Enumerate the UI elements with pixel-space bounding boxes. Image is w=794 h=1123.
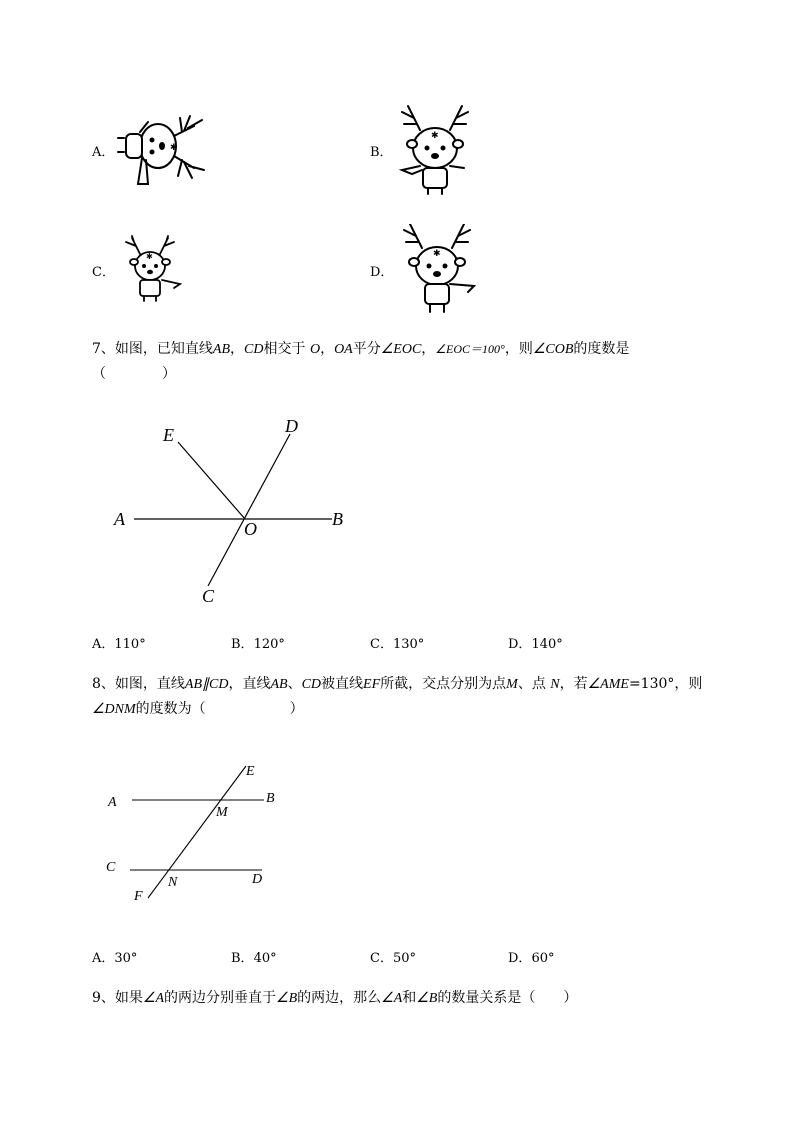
q9-angle-b: ∠B — [416, 991, 438, 1006]
q8-answer-b[interactable]: B．40° — [231, 951, 277, 966]
q7-answer-a[interactable]: A．110° — [92, 637, 146, 652]
q7-text: ， — [421, 341, 436, 357]
svg-text:✱: ✱ — [146, 252, 153, 261]
q8-text: 的度数为（ ） — [135, 701, 304, 717]
q7-answer-c[interactable]: C．130° — [370, 637, 425, 652]
q7-cd: CD — [244, 342, 264, 357]
q8-answer-c[interactable]: C．50° — [370, 951, 416, 966]
deer-icon-small — [116, 234, 184, 304]
q8-text: 被直线 — [321, 676, 364, 692]
q8-ef: EF — [363, 677, 381, 692]
deer-icon-rotated — [112, 108, 208, 192]
q7-oa: OA — [334, 342, 353, 357]
label-n: N — [168, 875, 178, 890]
q7-text: 7、如图，已知直线 — [92, 341, 213, 357]
q6-option-d-label: D． — [370, 265, 394, 280]
q9-text: 的两边分别垂直于 — [164, 990, 277, 1006]
ray-oe — [178, 442, 245, 519]
q7-answer-paren: （ ） — [92, 366, 176, 382]
q7-stem — [92, 337, 629, 362]
q8-stem-line1 — [92, 672, 702, 697]
q8-angle-ame: ∠AME — [587, 677, 629, 692]
q8-text: 所截，交点分别为点 — [380, 676, 507, 692]
label-e: E — [246, 764, 255, 779]
label-f: F — [134, 889, 143, 904]
q7-text: ， — [230, 341, 245, 357]
q6-option-a-label: A． — [92, 145, 115, 160]
q7-text: ， — [320, 341, 335, 357]
q7-angle-cob: ∠COB — [532, 342, 574, 357]
q8-ab-parallel-cd: AB∥CD — [184, 677, 229, 692]
q8-text: ，若 — [559, 676, 588, 692]
q7-answer-d[interactable]: D．140° — [508, 637, 563, 652]
q7-ab: AB — [212, 342, 231, 357]
q6-option-c-label: C． — [92, 265, 115, 280]
q7-text: 平分 — [352, 341, 381, 357]
q6-option-b-label: B． — [370, 145, 393, 160]
q8-text: 8、如图，直线 — [92, 676, 185, 692]
q8-figure — [100, 758, 290, 908]
svg-text:✱: ✱ — [431, 130, 439, 140]
q7-answer-b[interactable]: B．120° — [231, 637, 285, 652]
label-d: D — [252, 872, 263, 887]
q8-angle-dnm: ∠DNM — [92, 702, 136, 717]
q8-text: 、 — [287, 676, 302, 692]
deer-icon — [392, 104, 478, 196]
q9-angle-a: ∠A — [381, 991, 403, 1006]
label-a: A — [108, 795, 117, 810]
q8-text: =130°，则 — [628, 676, 703, 692]
q7-angle-eoc-value: ∠EOC＝100° — [435, 342, 505, 356]
label-e: E — [163, 425, 174, 445]
q7-figure — [108, 412, 358, 612]
q8-text: 、点 — [517, 676, 551, 692]
label-c: C — [106, 860, 116, 875]
q7-text: 相交于 — [263, 341, 310, 357]
q9-stem — [92, 986, 577, 1011]
line-ef — [148, 766, 246, 898]
q8-text: ，直线 — [228, 676, 271, 692]
q9-text: 的两边，那么 — [297, 990, 382, 1006]
label-b: B — [332, 509, 343, 529]
q7-text: ，则 — [504, 341, 533, 357]
q8-cd: CD — [301, 677, 322, 692]
q8-stem-line2 — [92, 697, 304, 722]
label-d: D — [285, 416, 298, 436]
q8-answer-d[interactable]: D．60° — [508, 951, 555, 966]
label-o: O — [244, 519, 257, 539]
q9-text: 的数量关系是（ ） — [437, 990, 578, 1006]
q8-answer-a[interactable]: A．30° — [92, 951, 138, 966]
q9-angle-b: ∠B — [276, 991, 298, 1006]
svg-text:✱: ✱ — [170, 142, 178, 152]
q9-text: 9、如果 — [92, 990, 143, 1006]
svg-text:✱: ✱ — [433, 248, 441, 258]
q8-m: M — [506, 677, 518, 692]
q7-o: O — [309, 342, 321, 357]
line-cd — [208, 434, 290, 586]
q8-ab: AB — [270, 677, 288, 692]
q9-text: 和 — [402, 990, 417, 1006]
q9-angle-a: ∠A — [142, 991, 165, 1006]
q8-n: N — [550, 677, 560, 692]
label-m: M — [216, 805, 228, 820]
deer-icon-large — [394, 224, 480, 314]
label-c: C — [202, 586, 215, 606]
q7-angle-eoc: ∠EOC — [380, 342, 422, 357]
label-a: A — [114, 509, 125, 529]
label-b: B — [266, 791, 275, 806]
q7-text: 的度数是 — [573, 341, 630, 357]
